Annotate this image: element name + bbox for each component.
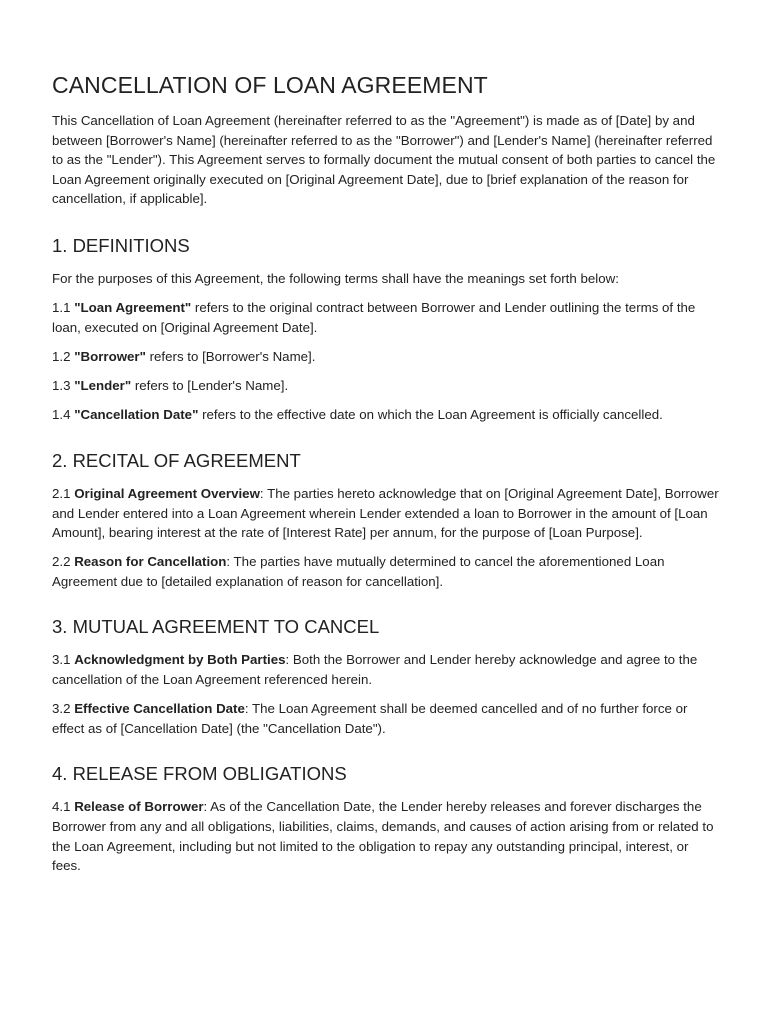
clause-1-3 [52,376,720,396]
section-lead: For the purposes of this Agreement, the following terms shall have the meanings set forth below: [52,270,619,286]
clause-number: 2.1 [52,485,75,501]
section-release [52,762,720,875]
clause-text: : Both the Borrower and Lender hereby acknowledge and agree to the cancellation of the Loan Agreement referenced herein. [52,652,698,688]
clause-1-1 [52,298,720,337]
section-heading: 1. DEFINITIONS [52,234,190,256]
clause-number: 1.1 [52,300,75,316]
clause-1-4 [52,405,720,425]
clause-number: 1.3 [52,378,75,394]
clause-text: : As of the Cancellation Date, the Lender hereby releases and forever discharges the Borrower from any and all obligations, liabilities, claims, demands, and causes of action arising from or related to the Loan Agreement, including but not limited to the obligation to repay any outstanding principal, interest, or fees. [52,799,714,874]
clause-text: refers to the original contract between Borrower and Lender outlining the terms of the loan, executed on [Original Agreement Date]. [52,300,696,335]
clause-term: "Lender" [74,378,132,394]
clause-text: refers to [Lender's Name]. [131,378,289,394]
clause-term: "Loan Agreement" [74,300,192,316]
clause-term: Effective Cancellation Date [74,701,245,717]
clause-2-2 [52,552,720,591]
clause-number: 1.4 [52,407,75,423]
clause-number: 3.1 [52,652,75,668]
clause-3-2 [52,699,720,738]
clause-1-2 [52,347,720,367]
clause-2-1 [52,484,720,543]
document-title: CANCELLATION OF LOAN AGREEMENT [52,72,488,98]
clause-text: refers to [Borrower's Name]. [145,348,316,364]
section-mutual-agreement [52,615,720,738]
clause-text: refers to the effective date on which the Loan Agreement is officially cancelled. [198,407,663,423]
clause-number: 4.1 [52,799,75,815]
clause-number: 3.2 [52,701,75,717]
clause-term: Original Agreement Overview [74,485,260,501]
clause-text: : The parties hereto acknowledge that on [Original Agreement Date], Borrower and Lender entered into a Loan Agreement wherein Lender extended a loan to Borrower in the amount of [Loan Amount], bearing interest at the rate of [Interest Rate] per annum, for the purpose of [Loan Purpose]. [52,485,719,541]
clause-4-1 [52,797,720,875]
document-page [52,70,720,885]
intro-paragraph: This Cancellation of Loan Agreement (hereinafter referred to as the "Agreement") is made as of [Date] by and between [Borrower's Name] (hereinafter referred to as the "Borrower") and [Lender's Name] (hereinafter referred to as the "Lender"). This Agreement serves to formally document the mutual consent of both parties to cancel the Loan Agreement originally executed on [Original Agreement Date], due to [brief explanation of the reason for cancellation, if applicable]. [52,113,716,207]
clause-text: : The Loan Agreement shall be deemed cancelled and of no further force or effect as of [Cancellation Date] (the "Cancellation Date"). [52,701,688,736]
section-heading: 2. RECITAL OF AGREEMENT [52,449,301,471]
clause-3-1 [52,650,720,689]
clause-number: 2.2 [52,554,75,570]
clause-term: Acknowledgment by Both Parties [74,652,286,668]
clause-term: Reason for Cancellation [74,554,227,570]
clause-text: : The parties have mutually determined to cancel the aforementioned Loan Agreement due to [detailed explanation of reason for cancellation]. [52,554,665,589]
clause-term: "Borrower" [74,348,146,364]
section-heading: 4. RELEASE FROM OBLIGATIONS [52,763,347,785]
section-definitions [52,234,720,425]
section-heading: 3. MUTUAL AGREEMENT TO CANCEL [52,616,380,638]
section-recital [52,449,720,592]
clause-term: Release of Borrower [74,799,204,815]
clause-number: 1.2 [52,348,75,364]
clause-term: "Cancellation Date" [74,407,199,423]
